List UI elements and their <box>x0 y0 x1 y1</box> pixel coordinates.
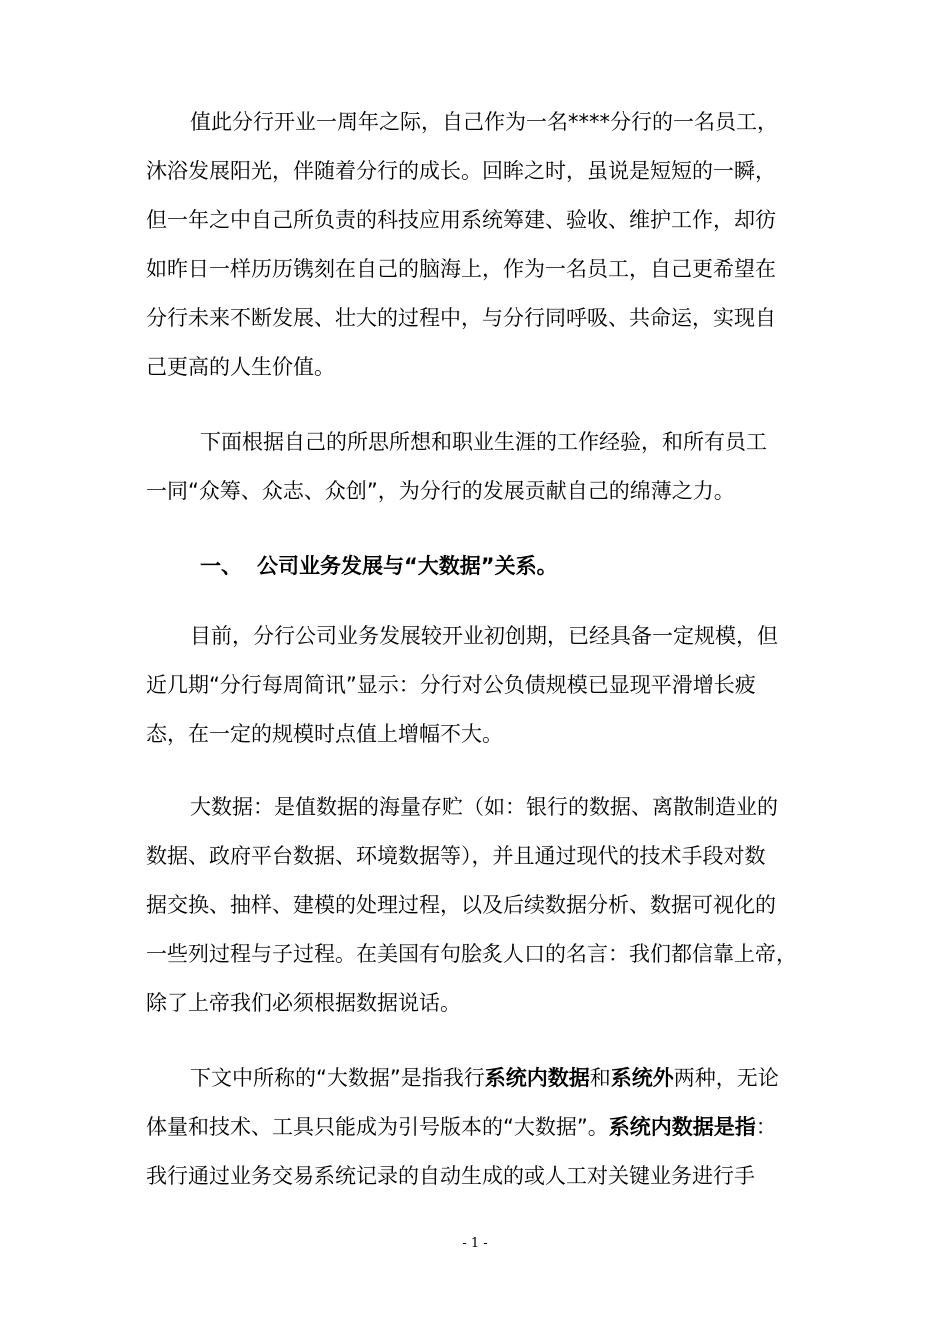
section-number: 一、 <box>200 554 242 578</box>
text-line: 目前，分行公司业务发展较开业初创期，已经具备一定规模，但 <box>190 624 778 648</box>
text-line: 除了上帝我们必须根据数据说话。 <box>146 991 461 1015</box>
paragraph-big-data-definition <box>146 783 826 1028</box>
text-line: 据交换、抽样、建模的处理过程，以及后续数据分析、数据可视化的 <box>146 893 776 917</box>
page-number: - 1 - <box>462 1236 488 1251</box>
text-run: 两种，无论 <box>673 1066 779 1090</box>
text-line: 但一年之中自己所负责的科技应用系统筹建、验收、维护工作，却彷 <box>146 208 776 232</box>
paragraph-business-status <box>146 612 826 759</box>
text-run: ： <box>755 1115 777 1139</box>
text-line <box>146 1103 826 1152</box>
section-title: 公司业务发展与“大数据”关系。 <box>257 554 558 578</box>
text-line: 数据、政府平台数据、环境数据等），并且通过现代的技术手段对数 <box>146 844 766 868</box>
text-line: 如昨日一样历历镌刻在自己的脑海上，作为一名员工，自己更希望在 <box>146 257 776 281</box>
text-run: 体量和技术、工具只能成为引号版本的“大数据”。 <box>146 1115 609 1139</box>
bold-term: 系统外 <box>610 1066 674 1090</box>
text-line: 沐浴发展阳光，伴随着分行的成长。回眸之时，虽说是短短的一瞬， <box>146 159 776 183</box>
text-line: 分行未来不断发展、壮大的过程中，与分行同呼吸、共命运，实现自 <box>146 306 776 330</box>
paragraph-data-scope <box>146 1054 826 1201</box>
bold-term: 系统内数据是指 <box>608 1115 756 1139</box>
text-run: 下文中所称的“大数据”是指我行 <box>190 1066 485 1090</box>
paragraph-intro <box>146 98 826 392</box>
text-line: 大数据：是值数据的海量存贮（如：银行的数据、离散制造业的 <box>190 795 778 819</box>
text-run: 和 <box>589 1066 611 1090</box>
text-line: 下面根据自己的所思所想和职业生涯的工作经验，和所有员工 <box>200 430 767 454</box>
section-heading <box>200 542 558 591</box>
text-line: 态，在一定的规模时点值上增幅不大。 <box>146 722 503 746</box>
text-line: 近几期“分行每周简讯”显示：分行对公负债规模已显现平滑增长疲 <box>146 673 756 697</box>
paragraph-purpose <box>146 418 826 516</box>
text-line: 我行通过业务交易系统记录的自动生成的或人工对关键业务进行手 <box>146 1164 755 1188</box>
bold-term: 系统内数据 <box>484 1066 590 1090</box>
text-line: 值此分行开业一周年之际，自己作为一名****分行的一名员工， <box>190 110 778 134</box>
text-line: 一些列过程与子过程。在美国有句脍炙人口的名言：我们都信靠上帝， <box>146 942 797 966</box>
text-line: 一同“众筹、众志、众创”，为分行的发展贡献自己的绵薄之力。 <box>146 479 735 503</box>
text-line <box>146 1054 826 1103</box>
text-line: 己更高的人生价值。 <box>146 355 335 379</box>
